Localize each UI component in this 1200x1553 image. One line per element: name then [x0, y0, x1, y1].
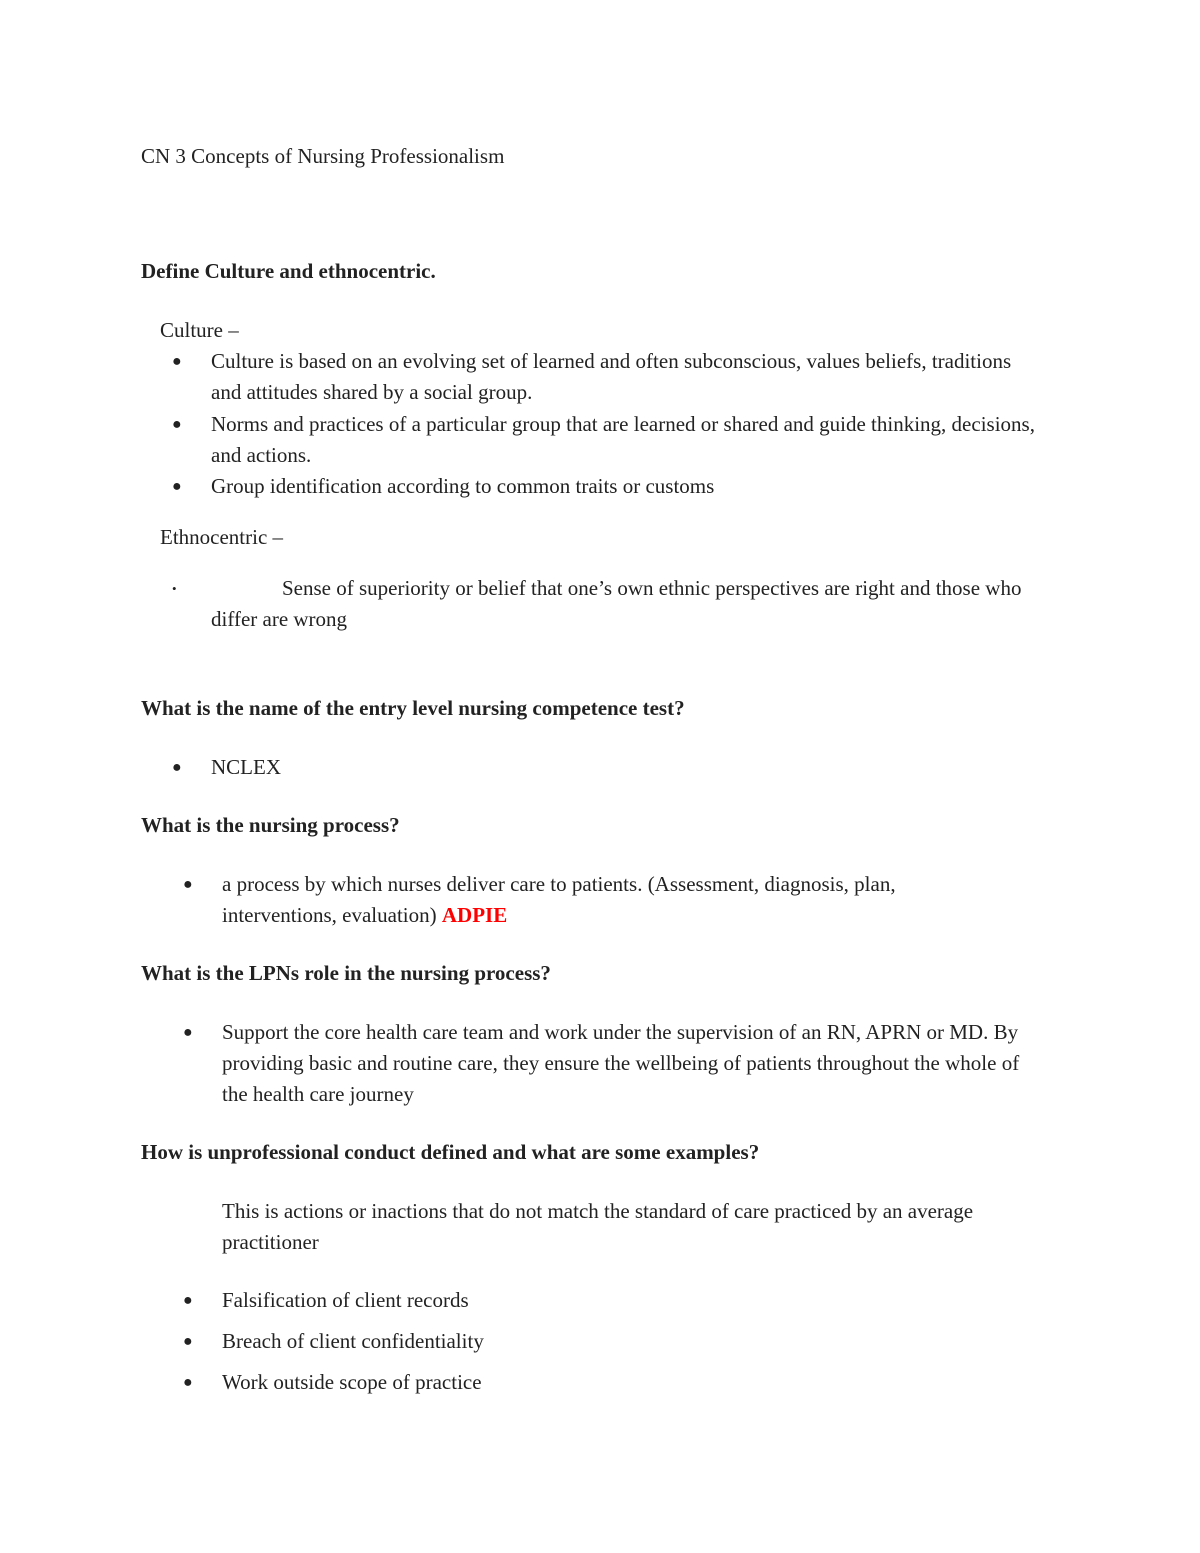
section-heading-lpn-role: What is the LPNs role in the nursing process?: [141, 961, 551, 985]
bullet-icon: ●: [183, 876, 193, 893]
section-heading-test: What is the name of the entry level nursing competence test?: [141, 696, 685, 720]
ethnocentric-label: Ethnocentric –: [160, 525, 284, 549]
document-title: CN 3 Concepts of Nursing Professionalism: [141, 144, 505, 168]
adpie-acronym: ADPIE: [441, 903, 508, 927]
bullet-icon: ●: [183, 1292, 193, 1309]
list-item-text: Sense of superiority or belief that one’s own ethnic perspectives are right and those who differ are wrong: [211, 576, 1022, 631]
bullet-icon: ●: [172, 416, 182, 433]
list-item-text: Group identification according to common traits or customs: [211, 474, 715, 498]
bullet-icon: ●: [172, 759, 182, 776]
bullet-icon: •: [172, 581, 177, 596]
culture-label: Culture –: [160, 318, 239, 342]
list-item-text: Support the core health care team and work under the supervision of an RN, APRN or MD. By providing basic and routine care, they ensure the wellbeing of patients throughout the whole of the health care journey: [222, 1020, 1020, 1106]
section-heading-conduct: How is unprofessional conduct defined and what are some examples?: [141, 1140, 760, 1164]
list-item-text: NCLEX: [211, 755, 281, 779]
list-item-text: Work outside scope of practice: [222, 1370, 482, 1394]
list-item-text: Culture is based on an evolving set of learned and often subconscious, values beliefs, traditions and attitudes shared by a social group.: [211, 349, 1012, 404]
bullet-icon: ●: [172, 478, 182, 495]
bullet-icon: ●: [183, 1333, 193, 1350]
conduct-definition: This is actions or inactions that do not match the standard of care practiced by an average practitioner: [222, 1199, 974, 1254]
list-item-text: Falsification of client records: [222, 1288, 469, 1312]
list-item-text: [222, 869, 1012, 931]
bullet-icon: ●: [183, 1024, 193, 1041]
section-heading-process: What is the nursing process?: [141, 813, 400, 837]
section-heading-culture: Define Culture and ethnocentric.: [141, 259, 436, 283]
list-item-text: Norms and practices of a particular group that are learned or shared and guide thinking, decisions, and actions.: [211, 412, 1035, 467]
list-item-text: Breach of client confidentiality: [222, 1329, 484, 1353]
process-description: a process by which nurses deliver care to patients. (Assessment, diagnosis, plan, interventions, evaluation): [222, 872, 896, 927]
bullet-icon: ●: [183, 1374, 193, 1391]
bullet-icon: ●: [172, 353, 182, 370]
